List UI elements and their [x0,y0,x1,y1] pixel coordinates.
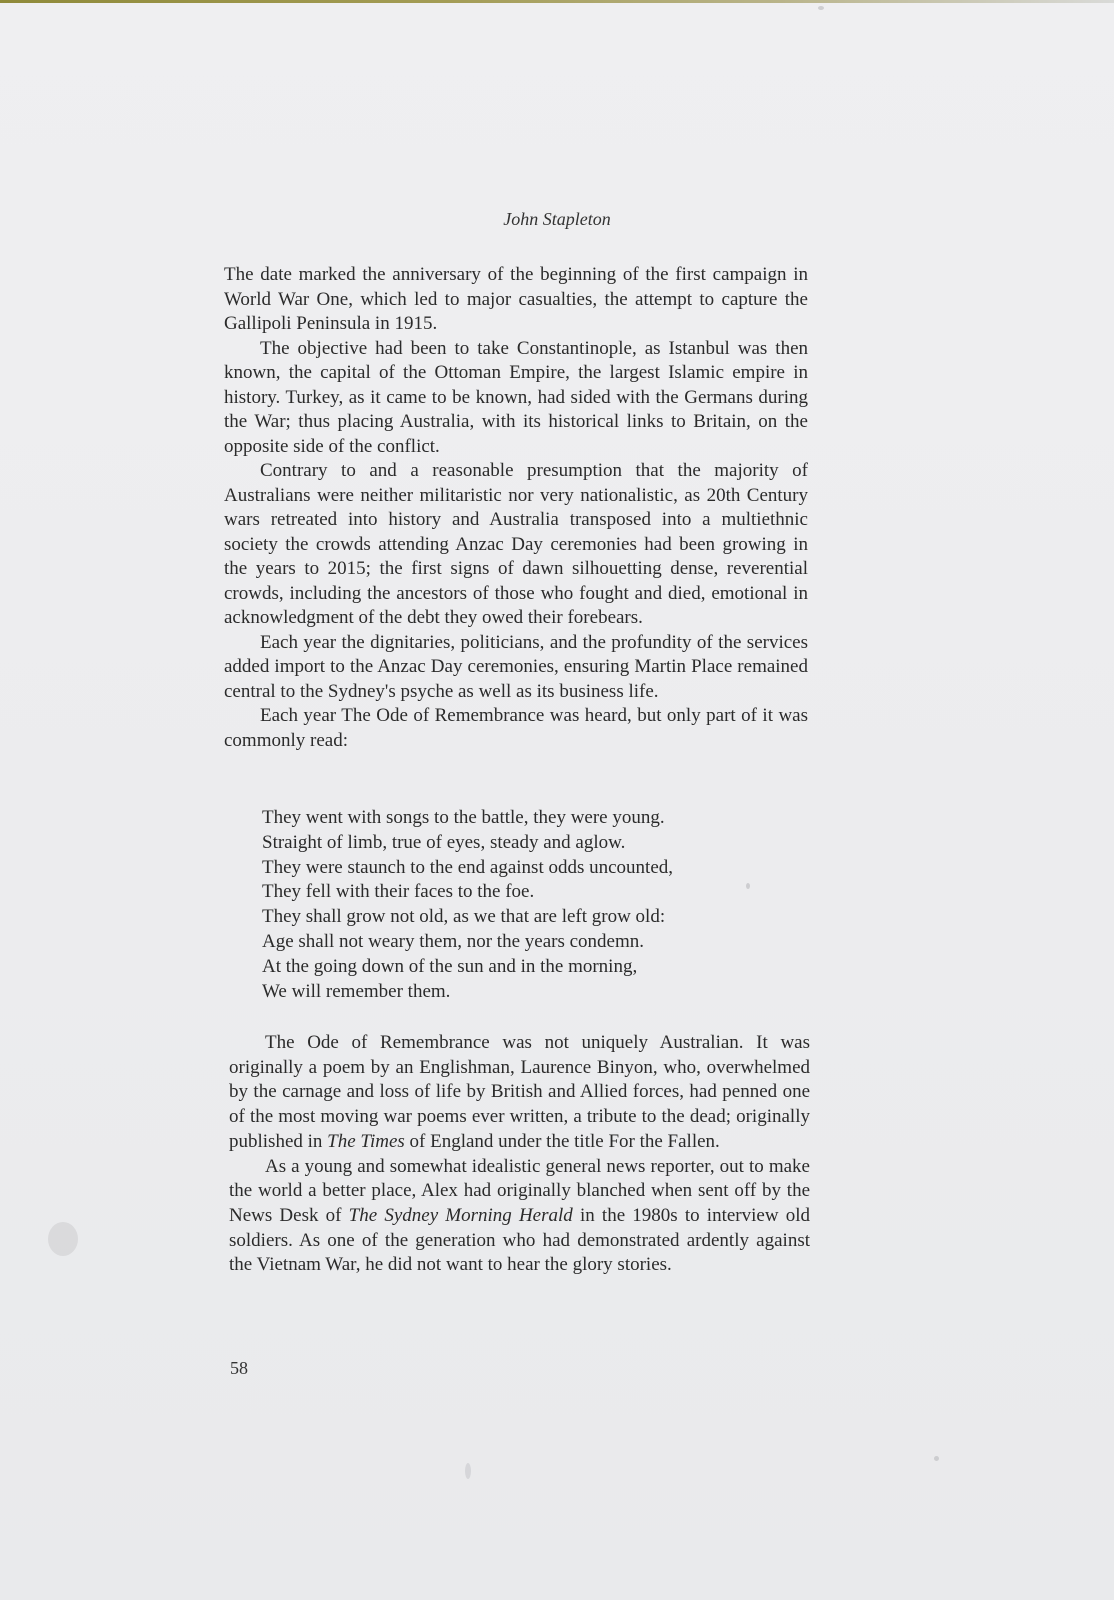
poem-line: We will remember them. [262,980,451,1002]
paragraph [229,1031,810,1155]
paper-speck [48,1222,78,1256]
paper-speck [934,1456,939,1461]
publication-title: The Sydney Morning Herald [348,1204,573,1226]
publication-title: The Times [327,1130,405,1152]
page-top-edge [0,0,1114,3]
paragraph-text: in the 1980s to interview old soldiers. As one of the generation who had demonstrated ardently against the Vietnam War, he did not want to hear the glory stories. [229,1204,810,1276]
paragraph-text: As a young and somewhat idealistic general news reporter, out to make the world a better place, Alex had originally blanched when sent off by the News Desk of [229,1155,810,1226]
poem-line: Straight of limb, true of eyes, steady and aglow. [262,831,626,853]
paragraph: Each year The Ode of Remembrance was heard, but only part of it was commonly read: [224,705,808,751]
body-text-lower [229,1031,810,1278]
poem-line: They were staunch to the end against odds uncounted, [262,856,674,878]
paper-speck [818,6,824,10]
poem-line: Age shall not weary them, nor the years condemn. [262,930,644,952]
paragraph: Each year the dignitaries, politicians, and the profundity of the services added import to the Anzac Day ceremonies, ensuring Martin Place remained central to the Sydney's psyche as well as its business life. [224,631,808,702]
running-header-author: John Stapleton [503,209,611,229]
poem-line: At the going down of the sun and in the morning, [262,955,638,977]
poem-line: They fell with their faces to the foe. [262,881,535,903]
paragraph: The objective had been to take Constantinople, as Istanbul was then known, the capital of the Ottoman Empire, the largest Islamic empire in history. Turkey, as it came to be known, had sided with the Germans during the War; thus placing Australia, with its historical links to Britain, on the opposite side of the conflict. [224,337,808,457]
body-text-upper [224,263,808,753]
page-number: 58 [230,1358,248,1378]
paragraph-text: of England under the title For the Fallen. [404,1130,720,1152]
paper-speck [465,1463,471,1479]
poem-line: They went with songs to the battle, they were young. [262,807,665,828]
poem-ode-of-remembrance [262,806,782,1004]
paragraph: The date marked the anniversary of the beginning of the first campaign in World War One, which led to major casualties, the attempt to capture the Gallipoli Peninsula in 1915. [224,264,808,334]
paragraph [229,1155,810,1279]
paragraph: Contrary to and a reasonable presumption that the majority of Australians were neither militaristic nor very nationalistic, as 20th Century wars retreated into history and Australia transposed into a multiethnic society the crowds attending Anzac Day ceremonies had been growing in the years to 2015; the first signs of dawn silhouetting dense, reverential crowds, including the ancestors of those who fought and died, emotional in acknowledgment of the debt they owed their forebears. [224,460,808,628]
paragraph-text: The Ode of Remembrance was not uniquely Australian. It was originally a poem by an Englishman, Laurence Binyon, who, overwhelmed by the carnage and loss of life by British and Allied forces, had penned one of the most moving war poems ever written, a tribute to the dead; originally published in [229,1032,810,1152]
poem-line: They shall grow not old, as we that are left grow old: [262,906,666,928]
